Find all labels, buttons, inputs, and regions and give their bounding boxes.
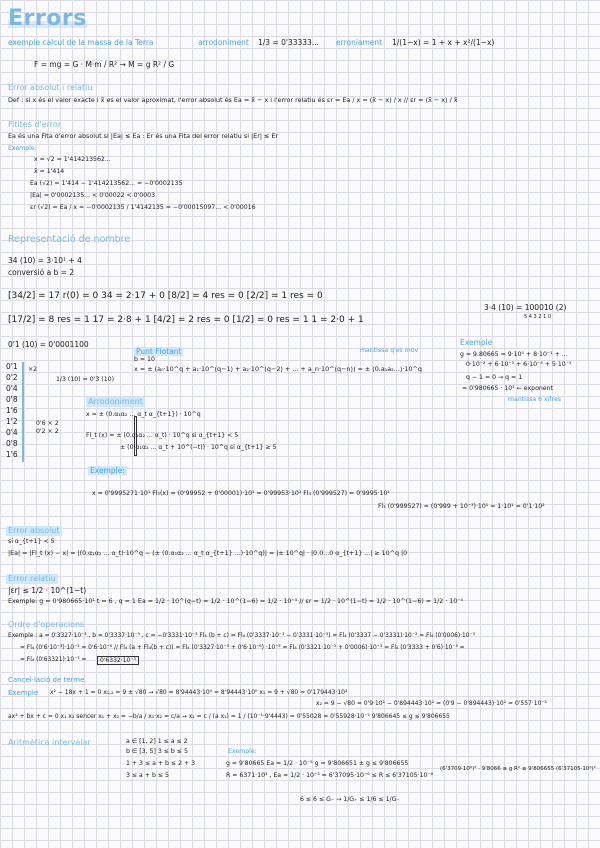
mult-note: 0'6 × 2 [36,420,59,427]
order-line-3: = Fl₄ (0'63321)·10⁻³ = [20,657,87,663]
absolute-error-derivation: |Ea| = |Fl_t (x) − x| = |(0.α₁α₂ ... α_t)·10^q − (± (0.α₁α₂ ... α_t α_{t+1} ...)·10^q)| = |± 10^q| · |0.0...0 α_{t+1} ...| ≥ 10^q |0 [8,550,408,557]
condition-line: si α_{t+1} < 5 [8,538,55,545]
mult-note: 0'2 × 2 [36,428,59,435]
heading-relative-error: Error relatiu [8,574,56,583]
rounding-example-1: x = 0'9995271·10¹ Fl₅(x) = (0'99952 + 0'00001)·10¹ = 0'99953·10¹ Fl₄ (0'999527) = 0'9995·10¹ [92,490,390,497]
quadratic-line-1b: x₂ = 9 − √80 = 0'9·10¹ − 0'894443·10¹ = (0'9 − 0'894443)·10¹ = 0'557·10⁻¹ [316,700,547,707]
interval-a: a ∈ [1, 2] 1 ≤ a ≤ 2 [126,738,188,745]
order-line-2: = Fl₄ (0'6·10⁻³)·10⁻³ = 0'6·10⁻⁶ // Fl₄ (a + Fl₄(b + c)) = Fl₄ (0'3327·10⁻³ + 0'6·10⁻⁶) ·10⁻³ = Fl₄ (0'3321·10⁻³ + 0'0006)·10⁻³ = Fl₄ (0'3333 + 0'6)·10⁻³ = [20,645,465,651]
interval-sum-1: 1 + 3 ≤ a + b ≤ 2 + 3 [126,760,196,767]
quadratic-line-1: x² − 18x + 1 = 0 x₁,₂ = 9 ± √80 → √80 = 8'94443·10⁰ = 8'94443·10⁰ x₁ = 9 + √80 = 0'179443·10² [50,689,348,696]
g-expansion-2: 0·10⁻² + 6·10⁻³ + 6·10⁻⁴ + 5·10⁻⁵ [466,361,572,368]
col-value: 0'4 [6,428,18,437]
g-expansion: g = 9.80665 = 9·10⁰ + 8·10⁻¹ + ... [460,351,568,358]
division-line-1: [34/2] = 17 r(0) = 0 34 = 2·17 + 0 [8/2] = 4 res = 0 [2/2] = 1 res = 0 [8,291,323,301]
col-value: 0'2 [6,373,18,382]
rounding-label: arrodoniment [198,38,249,47]
series-value: 1/(1−x) = 1 + x + x²/(1−x) [392,38,495,47]
approx-line: x̃ = 1'414 [34,168,65,175]
heading-order-of-operations: Ordre d'operacions [8,620,85,629]
interval-gr2: (6'3709·10⁶)² · 9'8066 ≤ g R² ≤ 9'806655 (6'37105·10⁶)² [440,766,596,772]
bracket-left [134,416,137,456]
mantissa-note: mantissa 6 xifres [508,396,561,403]
floating-point-label: Punt Flotant [136,347,182,356]
example-label: Exemple: [90,466,125,475]
rounding-case-2: ± (0.α₁α₂ ... α_t + 10^(−t)) · 10^q si α_{t+1} ≥ 5 [120,444,277,451]
sqrt2-line: x = √2 = 1'414213562... [34,156,111,163]
col-value: 0'8 [6,439,18,448]
heading-interval-arithmetic: Aritmètica intervalar [8,738,91,747]
interval-b: b ∈ [3, 5] 3 ≤ b ≤ 5 [126,748,188,755]
heading-absolute-error: Error absolut [8,526,60,535]
base-label: b = 10 [134,356,155,363]
example-label: Exemple [8,689,39,697]
mass-formula: F = mg = G · M·m / R² → M = g R² / G [34,60,175,69]
normalized-g: = 0'980665 · 10¹ ← exponent [462,385,553,392]
quadratic-line-2: ax² + bx + c = 0 x₁ x₂ sencer x₁ + x₂ = −b/a / x₁·x₂ = c/a → x₂ = c / (a x₁) = 1 / (10⁻¹·9'4443) = 0'55028 = 0'55928·10⁻⁵ 9'806645 ≤ g ≤ 9'806655 [8,713,450,720]
col-value: 0'4 [6,384,18,393]
floating-point-formula: x = ± (a₀·10^q + a₁·10^(q−1) + a₂·10^(q−2) + ... + a_n·10^(q−n)) = ± (0.a₁a₂...)·10^q [134,365,422,373]
binary-index: 5 4 3 2 1 0 [524,314,552,320]
binary-result: 3·4 (10) = 100010 (2) [484,303,567,312]
col-value: 1'2 [6,417,18,426]
relative-example: Exemple: g = 0'980665·10¹ t = 6 , q = 1 Ea = 1/2 · 10^(q−t) = 1/2 · 10^(1−6) = 1/2 · 10⁻⁵ // εr = 1/2 · 10^(1−t) = 1/2 · 10^(1−6) = 1/2 · 10⁻⁵ [8,598,464,605]
series-label: erroniament [336,38,383,47]
interval-r: R = 6371·10³ , Ea = 1/2 · 10⁻³ = 6'37095·10⁻⁶ ≤ R ≤ 6'37105·10⁻⁶ [226,772,434,779]
er-line: εr (√2) = Ea / x = −0'0002135 / 1'4142135 = −0'00015097... < 0'00016 [30,204,256,211]
example-label: Exemple [460,338,493,347]
decomposition-line: 34 (10) = 3·10¹ + 4 [8,256,82,265]
third-note: 1/3 (10) = 0'3̄ (10) [56,376,114,383]
fraction-binary: 0'1 (10) = 0'0001100 [8,340,89,349]
relative-bound: |εr| ≤ 1/2 · 10^(1−t) [8,586,87,595]
col-value: 0'8 [6,395,18,404]
column-bar [22,362,24,462]
order-line-1: Exemple : a = 0'3327·10⁻³ , b = 0'3337·10⁻³ , c = −0'3331·10⁻³ Fl₄ (b + c) = Fl₄ (0'3337·10⁻³ − 0'3331·10⁻³) = Fl₄ (0'3337 − 0'3331)·10⁻³ = Fl₄ (0'0006)·10⁻³ [8,633,476,639]
page-title: Errors [8,6,87,31]
conversion-line: conversió a b = 2 [8,268,75,277]
interval-inverse: 6 ≤ 6 ≤ G₋ → 1/G₊ ≤ 1/6 ≤ 1/G₋ [300,796,400,803]
times-two: ×2 [28,366,38,373]
heading-number-representation: Representació de nombre [8,234,131,245]
rounding-value: 1/3 = 0'33333... [258,38,319,47]
definition-line: Def : si x és el valor exacte i x̃ es el valor aproximat, l'error absolut és Ea = x̃ − x i l'error relatiu és εr = Ea / x = (x̃ − x) / x // εr = (x̃ − x) / x̃ [8,96,458,104]
heading-cancellation: Cancel·lació de terme [8,676,85,684]
rounding-case-1: Fl_t (x) = ± (0.α₁α₂ ... α_t) · 10^q si α_{t+1} < 5 [86,432,239,439]
division-line-2: [17/2] = 8 res = 1 17 = 2·8 + 1 [4/2] = 2 res = 0 [1/2] = 0 res = 1 1 = 2·0 + 1 [8,315,364,325]
order-result-box: 0'6332·10⁻³ [97,656,139,665]
heading-error-bounds: Fitites d'error [8,120,62,129]
ea-line: Ea (√2) = 1'414 − 1'414213562... = −0'0002135 [30,180,183,187]
example-label: exemple calcul de la massa de la Terra [8,38,154,47]
bounds-line: Ea és una Fita d'error absolut si |Ea| ≤ Ea : Er és una Fita del error relatiu si |Er| ≤ Er [8,132,279,140]
mantissa-label: mantissa q'es mov [360,347,419,354]
interval-g: g = 9'80665 Ea = 1/2 · 10⁻⁵ g = 9'806651 ± g ≤ 9'806655 [226,760,409,767]
col-value: 0'1 [6,362,18,371]
ea-abs-line: |Ea| = 0'0002135... < 0'00022 < 0'0003 [30,192,156,199]
col-value: 1'6 [6,450,18,459]
rounding-example-2: Fl₃ (0'999527) = (0'999 + 10⁻³)·10¹ = 1·10¹ = 0'1·10² [378,503,545,510]
heading-rounding: Arrodoniment [88,397,143,406]
heading-abs-rel-error: Error absolut i relatiu [8,83,93,92]
col-value: 1'6 [6,406,18,415]
example-label: Exemple: [8,145,37,152]
q-line: q − 1 = 0 → q = 1 [466,374,523,381]
x-expression: x = ± (0.α₁α₂ ... α_t α_{t+1}) · 10^q [86,411,201,418]
example-label: Exemple: [228,748,257,755]
interval-sum-2: 3 ≤ a + b ≤ 5 [126,772,169,779]
